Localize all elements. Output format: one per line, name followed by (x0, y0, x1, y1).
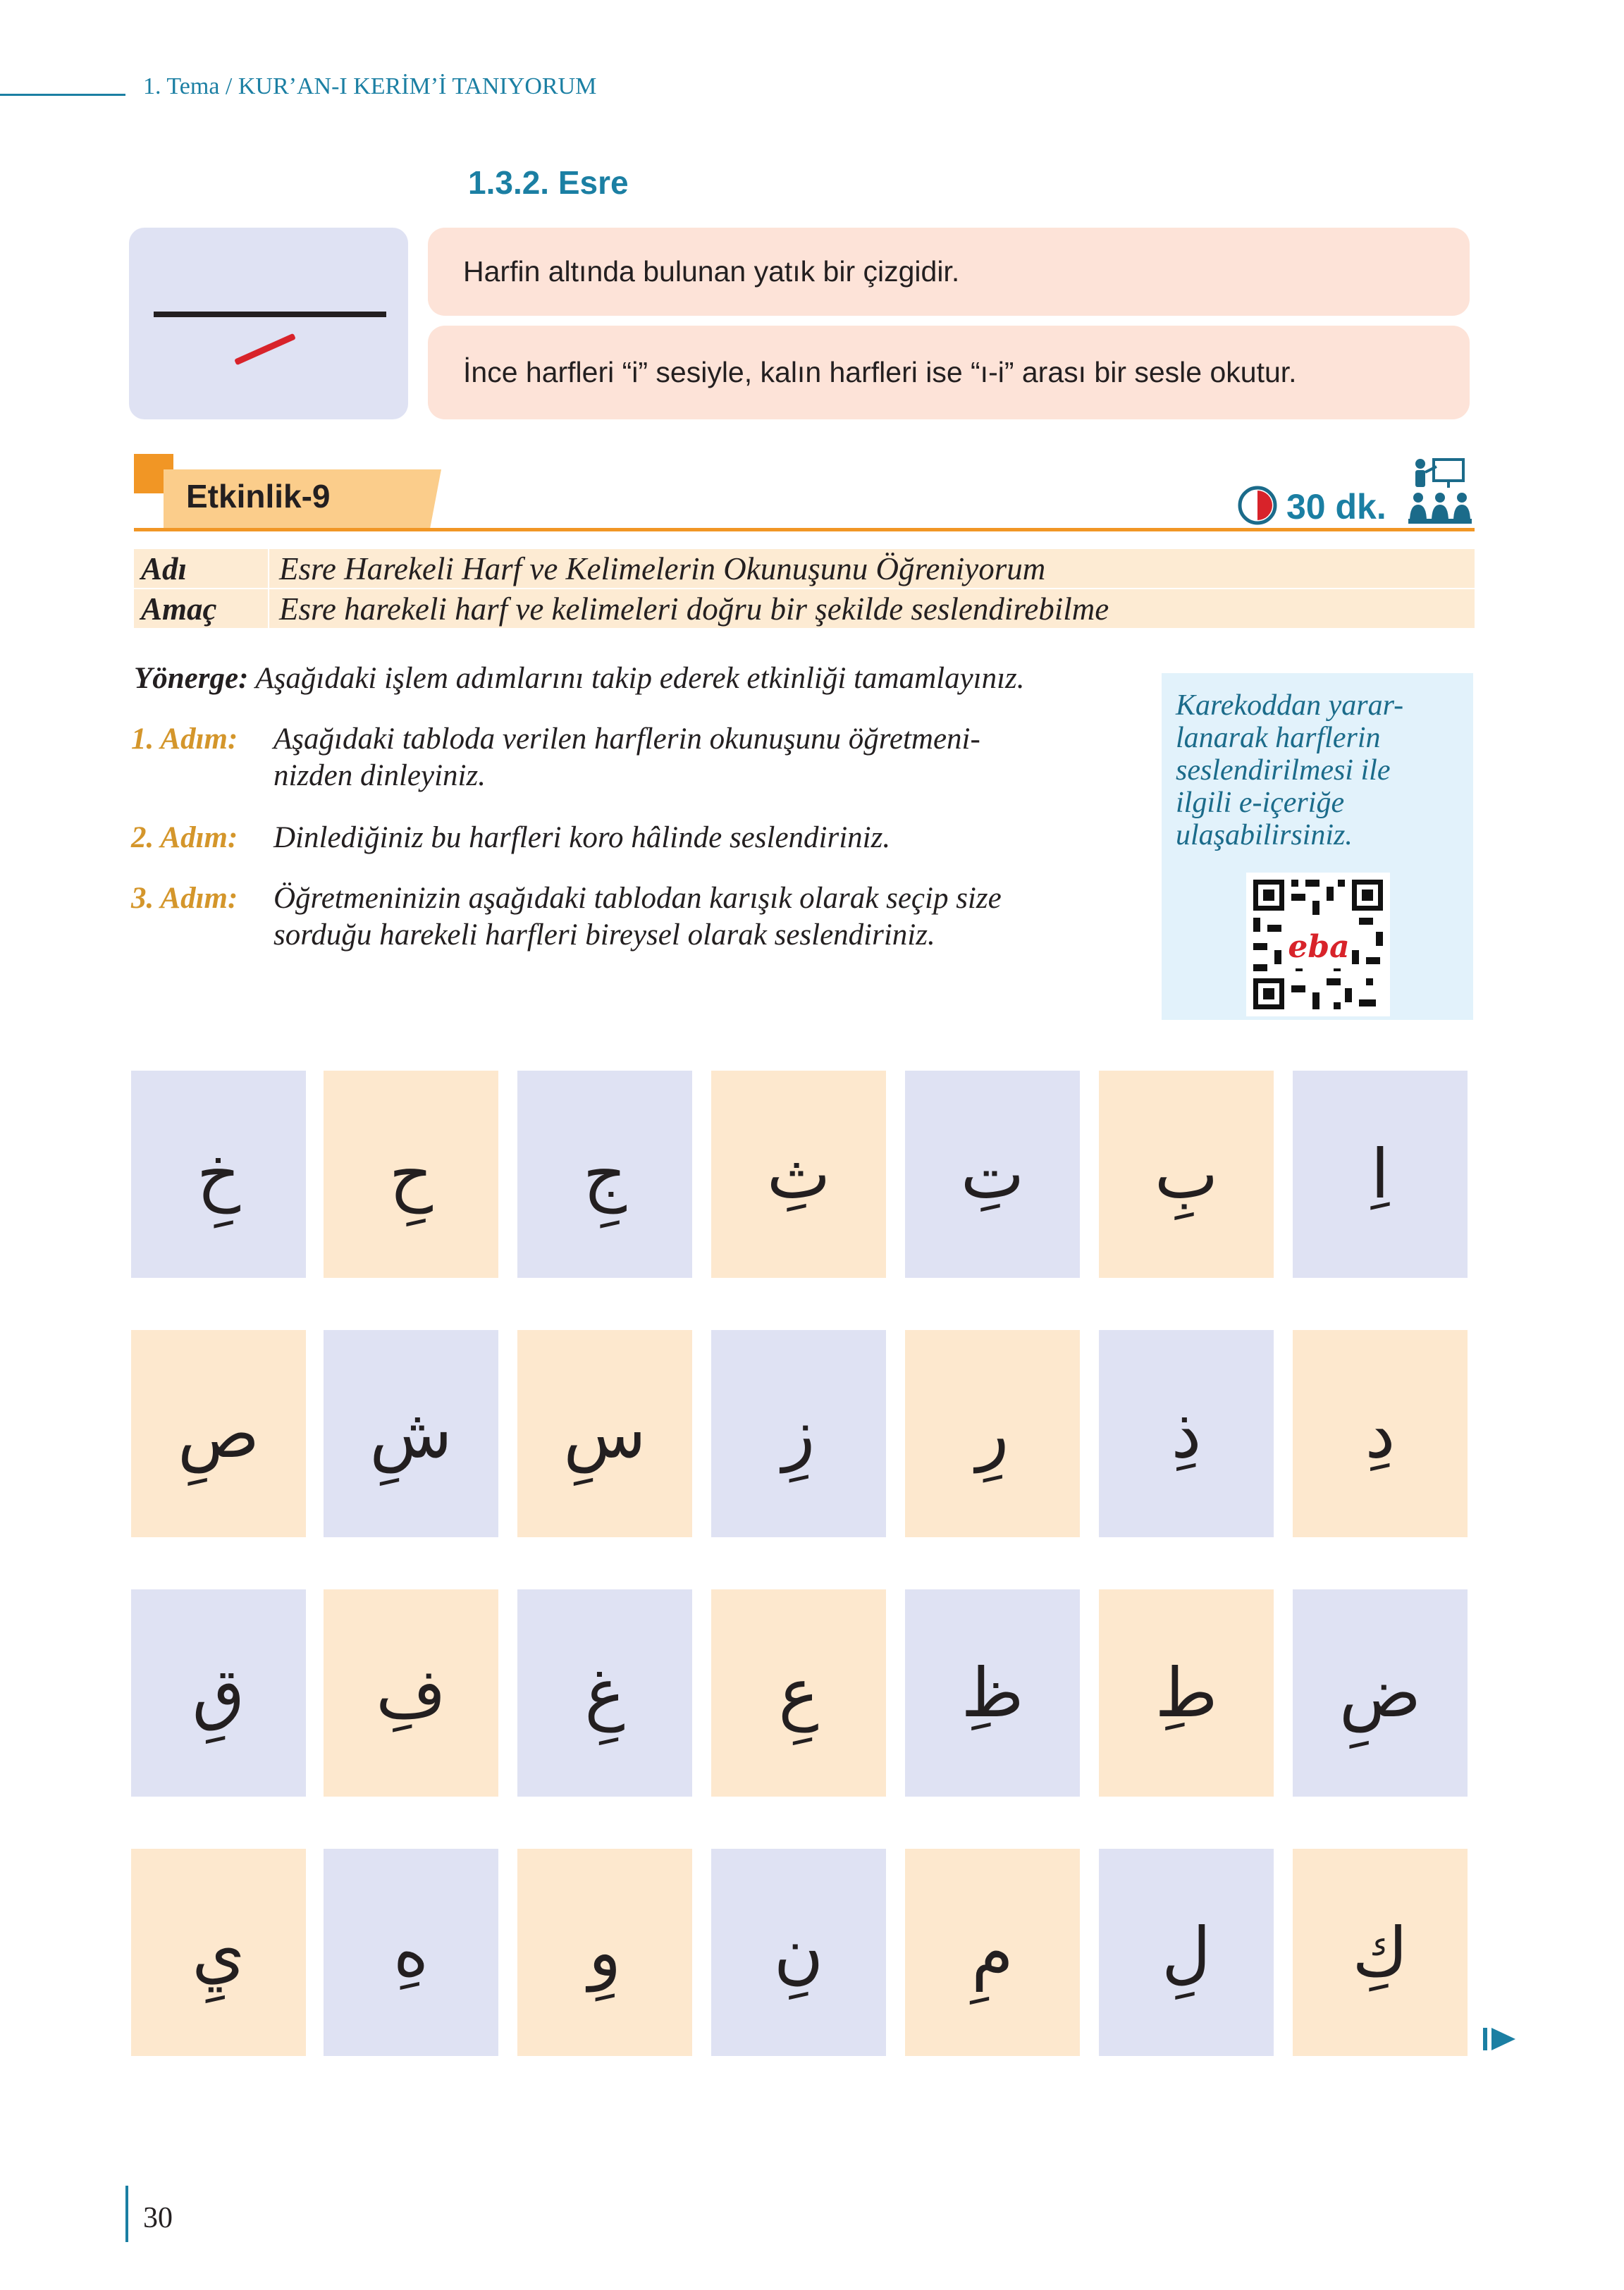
esre-definition-text: Harfin altında bulunan yatık bir çizgidir. (463, 255, 960, 288)
letter-card (131, 1071, 306, 1278)
header-separator: / (225, 73, 233, 99)
letter-card (517, 1071, 692, 1278)
letter-card (905, 1330, 1080, 1537)
step-1-text: Aşağıdaki tabloda verilen harflerin okunuşunu öğretmeni- (273, 722, 980, 756)
step-1-text-cont: nizden dinleyiniz. (273, 759, 486, 792)
arabic-letter: مِ (971, 1913, 1014, 1992)
qr-note-line: Karekoddan yarar- (1176, 689, 1404, 722)
arabic-letter: اِ (1370, 1135, 1390, 1214)
arabic-letter: هِ (393, 1913, 429, 1992)
teacher-class-icon (1408, 457, 1472, 524)
letter-card (131, 1849, 306, 2056)
qr-code[interactable] (1246, 873, 1390, 1016)
letter-card (131, 1330, 306, 1537)
qr-note-line: lanarak harflerin (1176, 722, 1381, 754)
arabic-letter: كِ (1352, 1913, 1408, 1992)
arabic-letter: ثِ (766, 1135, 831, 1214)
arabic-letter: زِ (782, 1394, 816, 1473)
activity-goal-key: Amaç (134, 589, 269, 628)
arabic-letter: خِ (197, 1135, 240, 1214)
step-3-text-cont: sorduğu harekeli harfleri bireysel olarak seslendiriniz. (273, 918, 935, 952)
qr-note-line: seslendirilmesi ile (1176, 754, 1391, 787)
header-title: KUR’AN-I KERİM’İ TANIYORUM (238, 73, 597, 99)
arabic-letter: رِ (976, 1394, 1009, 1473)
letter-card (131, 1589, 306, 1797)
arabic-letter: بِ (1154, 1135, 1219, 1214)
arabic-letter: صِ (177, 1394, 260, 1473)
letter-card (1293, 1071, 1468, 1278)
activity-name-value: Esre Harekeli Harf ve Kelimelerin Okunuşunu Öğreniyorum (279, 550, 1046, 586)
letter-baseline (154, 312, 386, 317)
activity-goal-row (134, 589, 1475, 628)
eba-logo: eba (1288, 929, 1350, 965)
header-theme: 1. Tema (143, 73, 220, 99)
arabic-letter: حِ (389, 1135, 433, 1214)
letter-card (711, 1589, 886, 1797)
arabic-letter: لِ (1162, 1913, 1211, 1992)
letter-card (1099, 1589, 1274, 1797)
letter-card (324, 1330, 498, 1537)
running-header (143, 73, 596, 100)
activity-duration: 30 dk. (1286, 487, 1386, 527)
arabic-letter: وِ (588, 1913, 622, 1992)
directive-text: Aşağıdaki işlem adımlarını takip ederek etkinliği tamamlayınız. (255, 662, 1025, 695)
step-3-text: Öğretmeninizin aşağıdaki tablodan karışık olarak seçip size (273, 882, 1002, 915)
arabic-letter: شِ (369, 1394, 453, 1473)
esre-rule (428, 326, 1470, 419)
letter-card (1293, 1589, 1468, 1797)
step-1-key: 1. Adım: (131, 722, 238, 756)
section-title: 1.3.2. Esre (468, 164, 629, 201)
letter-card (905, 1071, 1080, 1278)
letter-card (905, 1589, 1080, 1797)
half-clock-icon (1237, 485, 1278, 526)
arabic-letter: عِ (778, 1654, 819, 1732)
next-page-arrow-icon[interactable] (1483, 2025, 1517, 2053)
arabic-letter: سِ (563, 1394, 646, 1473)
page-number: 30 (143, 2202, 173, 2234)
letter-card (1099, 1330, 1274, 1537)
step-2-text: Dinlediğiniz bu harfleri koro hâlinde seslendiriniz. (273, 821, 891, 854)
activity-rule (134, 528, 1475, 531)
header-rule (0, 94, 125, 96)
activity-goal-value: Esre harekeli harf ve kelimeleri doğru bir şekilde seslendirebilme (279, 591, 1109, 627)
letter-card (324, 1071, 498, 1278)
arabic-letter: ذِ (1171, 1394, 1202, 1473)
activity-name-key: Adı (134, 549, 269, 588)
letter-card (1293, 1330, 1468, 1537)
letter-card (517, 1330, 692, 1537)
letter-card (711, 1849, 886, 2056)
letter-card (1293, 1849, 1468, 2056)
step-3-key: 3. Adım: (131, 882, 238, 915)
arabic-letter: نِ (773, 1913, 824, 1992)
letter-card (711, 1330, 886, 1537)
qr-note-line: ilgili e-içeriğe (1176, 787, 1345, 819)
letter-card (517, 1589, 692, 1797)
esre-rule-text: İnce harfleri “i” sesiyle, kalın harfleri ise “ı-i” arası bir sesle okutur. (463, 356, 1297, 388)
activity-name-row (134, 549, 1475, 588)
letter-card (905, 1849, 1080, 2056)
arabic-letter: طِ (1155, 1654, 1218, 1732)
letter-card (711, 1071, 886, 1278)
arabic-letter: جِ (583, 1135, 627, 1214)
letter-card (517, 1849, 692, 2056)
arabic-letter: غِ (584, 1654, 625, 1732)
letter-card (324, 1589, 498, 1797)
letter-card (1099, 1849, 1274, 2056)
arabic-letter: يِ (192, 1913, 245, 1992)
activity-label: Etkinlik-9 (186, 478, 331, 515)
esre-illustration (129, 228, 408, 419)
step-2-key: 2. Adım: (131, 821, 238, 854)
directive-key: Yönerge: (134, 662, 249, 695)
arabic-letter: قِ (192, 1654, 245, 1732)
letter-card (1099, 1071, 1274, 1278)
letter-card (324, 1849, 498, 2056)
arabic-letter: ضِ (1339, 1654, 1422, 1732)
arabic-letter: فِ (376, 1654, 446, 1732)
footer-rule (125, 2186, 128, 2242)
arabic-letter: دِ (1365, 1394, 1396, 1473)
arabic-letter: ظِ (961, 1654, 1024, 1732)
arabic-letter: تِ (960, 1135, 1025, 1214)
directive (134, 661, 1025, 696)
esre-definition (428, 228, 1470, 316)
qr-note-line: ulaşabilirsiniz. (1176, 819, 1353, 851)
